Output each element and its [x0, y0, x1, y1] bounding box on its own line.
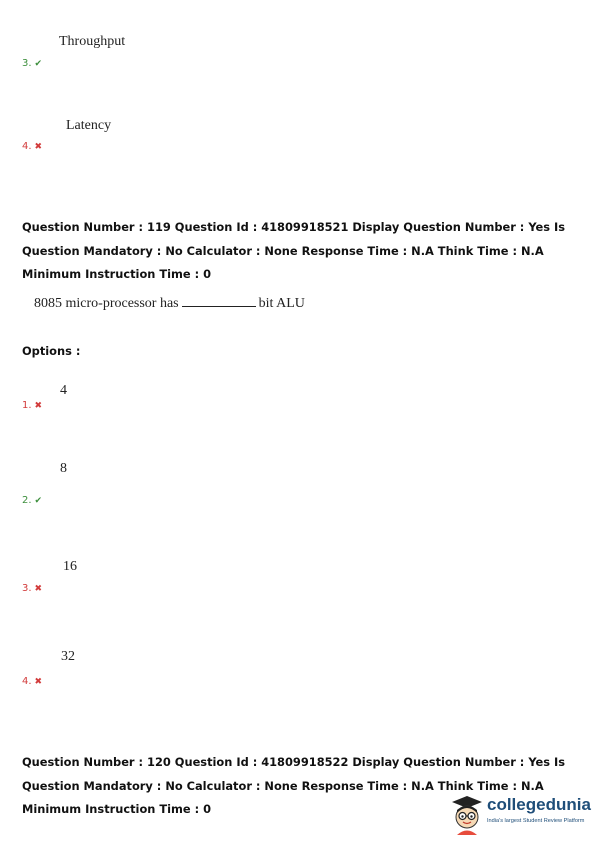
option-number	[22, 141, 42, 152]
option-number	[22, 58, 42, 69]
check-icon: ✔	[34, 496, 43, 506]
option-text: Throughput	[59, 34, 126, 49]
option-text: 8	[60, 461, 67, 476]
question-header: Question Number : 120 Question Id : 41809918522 Display Question Number : Yes Is Question Mandatory : No Calculator : None Response Time : N.A Think Time : N.A Minimum Instruction Time : 0	[22, 755, 566, 816]
question-text	[34, 296, 305, 312]
option-text: 4	[60, 383, 67, 398]
cross-icon: ✖	[34, 401, 43, 411]
option-number-label: 2.	[22, 495, 32, 506]
option-number	[22, 495, 42, 506]
collegedunia-logo	[447, 793, 592, 835]
question-text-before: 8085 micro-processor has	[34, 296, 179, 311]
logo-name: collegedunia	[487, 795, 591, 814]
check-icon: ✔	[34, 59, 43, 69]
blank-line	[182, 296, 256, 307]
option-text: 32	[61, 649, 75, 664]
question-header: Question Number : 119 Question Id : 41809918521 Display Question Number : Yes Is Question Mandatory : No Calculator : None Response Time : N.A Think Time : N.A Minimum Instruction Time : 0	[22, 220, 566, 281]
option-number-label: 3.	[22, 58, 32, 69]
option-number	[22, 400, 42, 411]
logo-tagline: India's largest Student Review Platform	[487, 818, 585, 824]
options-label: Options :	[22, 344, 81, 358]
cross-icon: ✖	[34, 677, 43, 687]
question-text-after: bit ALU	[258, 296, 305, 311]
cross-icon: ✖	[34, 142, 43, 152]
option-number	[22, 583, 42, 594]
option-number-label: 3.	[22, 583, 32, 594]
option-text: Latency	[66, 118, 112, 133]
option-number	[22, 676, 42, 687]
cross-icon: ✖	[34, 584, 43, 594]
student-mascot-icon	[447, 793, 487, 835]
option-text: 16	[63, 559, 77, 574]
option-number-label: 4.	[22, 141, 32, 152]
option-number-label: 4.	[22, 676, 32, 687]
option-number-label: 1.	[22, 400, 32, 411]
